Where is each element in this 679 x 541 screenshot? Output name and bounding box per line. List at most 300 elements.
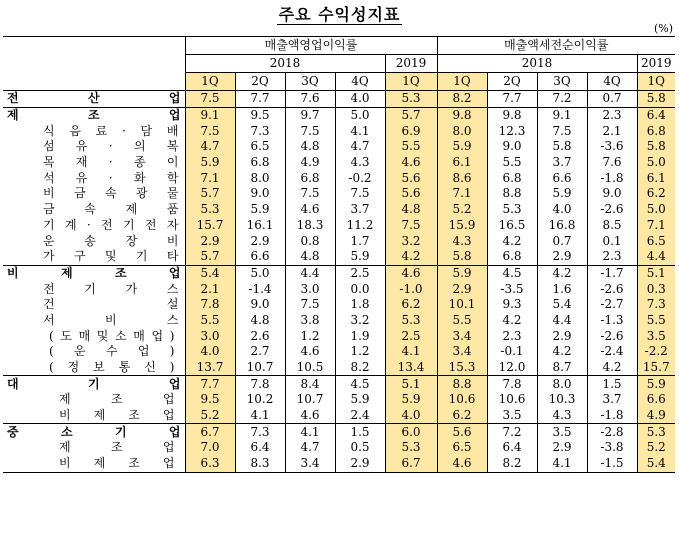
value-cell: 6.6 (537, 170, 587, 186)
value-cell: 2.1 (185, 281, 235, 297)
value-cell: 8.2 (487, 456, 537, 472)
row-label-text (3, 425, 185, 440)
value-cell: 2.9 (537, 328, 587, 344)
row-label (3, 297, 185, 313)
value-cell: 5.9 (185, 155, 235, 171)
value-cell: -1.7 (587, 265, 637, 281)
value-cell: 9.1 (185, 107, 235, 123)
row-label-char: 업 (168, 91, 181, 106)
value-cell: 2.9 (335, 456, 385, 472)
value-cell: 8.6 (437, 170, 487, 186)
row-label-char: 운 (74, 344, 86, 359)
row-label-text (3, 108, 185, 123)
row-label-char: 설 (166, 297, 179, 312)
row-label-char: 업 (162, 456, 175, 471)
value-cell: 1.7 (335, 233, 385, 249)
value-cell: -0.1 (487, 344, 537, 360)
row-label-char: 종 (133, 155, 146, 170)
value-cell: 5.2 (637, 440, 675, 456)
header-year-2018-a: 2018 (185, 55, 385, 73)
value-cell: 4.6 (437, 456, 487, 472)
value-cell: 1.8 (335, 297, 385, 313)
row-label (3, 344, 185, 360)
value-cell: 4.1 (385, 344, 437, 360)
header-quarter: 3Q (537, 73, 587, 91)
row-label (3, 218, 185, 234)
row-label-char: 금 (43, 202, 55, 217)
value-cell: 4.5 (487, 265, 537, 281)
value-cell: 7.6 (587, 155, 637, 171)
value-cell: 7.8 (235, 376, 285, 392)
value-cell: 8.5 (587, 218, 637, 234)
table-row (3, 139, 675, 155)
value-cell: 5.9 (385, 392, 437, 408)
table-row (3, 218, 675, 234)
value-cell: 16.8 (537, 218, 587, 234)
table-row (3, 155, 675, 171)
value-cell: -1.5 (587, 456, 637, 472)
row-label-char: ) (169, 360, 175, 375)
table-row (3, 408, 675, 424)
value-cell: 3.0 (285, 281, 335, 297)
value-cell: 5.7 (185, 186, 235, 202)
value-cell: 5.9 (637, 376, 675, 392)
value-cell: 5.9 (537, 186, 587, 202)
header-quarter: 3Q (285, 73, 335, 91)
row-label-char: 보 (93, 360, 105, 375)
row-label-char: 조 (128, 408, 140, 423)
value-cell: 12.3 (487, 123, 537, 139)
value-cell: 2.5 (335, 265, 385, 281)
value-cell: -3.5 (487, 281, 537, 297)
row-label-char: 기 (84, 281, 96, 296)
value-cell: 6.7 (185, 424, 235, 440)
value-cell: 3.5 (637, 328, 675, 344)
value-cell: 7.5 (537, 123, 587, 139)
value-cell: 4.2 (487, 233, 537, 249)
row-label-char: 매 (78, 328, 91, 343)
value-cell: 7.5 (385, 218, 437, 234)
value-cell: 4.8 (285, 249, 335, 265)
table-row (3, 249, 675, 265)
value-cell: 10.1 (437, 297, 487, 313)
value-cell: 2.6 (235, 328, 285, 344)
value-cell: 4.1 (285, 424, 335, 440)
row-label-char: 기 (43, 217, 55, 232)
row-label-char: 담 (140, 123, 153, 138)
row-label-char: ( (49, 360, 54, 375)
value-cell: 3.8 (285, 313, 335, 329)
value-cell: 5.9 (335, 392, 385, 408)
value-cell: 0.1 (587, 233, 637, 249)
row-label (3, 202, 185, 218)
value-cell: 4.2 (487, 313, 537, 329)
value-cell: 6.8 (235, 155, 285, 171)
row-label-char: 업 (162, 392, 175, 407)
row-label-char: 전 (43, 281, 55, 296)
value-cell: 10.2 (235, 392, 285, 408)
row-label-char: 비 (59, 456, 71, 471)
value-cell: 9.8 (487, 107, 537, 123)
row-label-char: 석 (43, 170, 55, 185)
row-label-char: · (108, 139, 113, 154)
value-cell: 8.0 (235, 170, 285, 186)
value-cell: 8.8 (437, 376, 487, 392)
value-cell: 7.1 (637, 218, 675, 234)
value-cell: 3.7 (335, 202, 385, 218)
row-label-char: · (108, 155, 113, 170)
value-cell: 6.6 (637, 392, 675, 408)
value-cell: 8.8 (487, 186, 537, 202)
value-cell: 4.6 (385, 155, 437, 171)
value-cell: 1.5 (587, 376, 637, 392)
table-row (3, 233, 675, 249)
row-label (3, 360, 185, 376)
value-cell: 4.6 (285, 408, 335, 424)
table-row (3, 170, 675, 186)
value-cell: 4.7 (285, 440, 335, 456)
table-row (3, 297, 675, 313)
row-label-char: ) (169, 344, 175, 359)
row-label-char: ( (49, 344, 54, 359)
row-label (3, 392, 185, 408)
value-cell: 8.4 (285, 376, 335, 392)
row-label-char: 광 (135, 186, 148, 201)
row-label-char: 조 (114, 265, 127, 280)
value-cell: 5.5 (185, 313, 235, 329)
row-label (3, 328, 185, 344)
row-label-text (3, 234, 185, 249)
value-cell: 5.3 (385, 440, 437, 456)
value-cell: 3.5 (487, 408, 537, 424)
row-label (3, 313, 185, 329)
header-quarter: 4Q (587, 73, 637, 91)
value-cell: 4.7 (335, 139, 385, 155)
value-cell: 9.8 (437, 107, 487, 123)
row-label-text (3, 392, 185, 407)
value-cell: 6.1 (637, 170, 675, 186)
value-cell: 3.0 (185, 328, 235, 344)
row-label-char: 업 (151, 328, 164, 343)
value-cell: 4.4 (537, 313, 587, 329)
row-label-text (3, 202, 185, 217)
row-label-char: 업 (162, 408, 175, 423)
value-cell: 5.4 (185, 265, 235, 281)
value-cell: 4.0 (185, 344, 235, 360)
value-cell: 5.7 (185, 249, 235, 265)
row-label-char: · (108, 170, 113, 185)
value-cell: 9.0 (235, 186, 285, 202)
row-label-char: 학 (166, 170, 179, 185)
value-cell: -2.6 (587, 281, 637, 297)
value-cell: 3.4 (437, 344, 487, 360)
value-cell: 6.5 (235, 139, 285, 155)
row-label-char: 료 (95, 123, 108, 138)
row-label-char: 가 (43, 249, 55, 264)
value-cell: 6.9 (385, 123, 437, 139)
row-label-text (3, 456, 185, 471)
value-cell: 2.7 (235, 344, 285, 360)
table-row (3, 424, 675, 440)
value-cell: 6.2 (637, 186, 675, 202)
value-cell: 4.2 (385, 249, 437, 265)
profitability-table (3, 36, 675, 473)
value-cell: 7.7 (487, 91, 537, 108)
row-label-char: 통 (118, 360, 131, 375)
value-cell: 6.7 (385, 456, 437, 472)
row-label-char: 및 (104, 249, 117, 264)
value-cell: 2.3 (587, 107, 637, 123)
value-cell: 9.5 (185, 392, 235, 408)
value-cell: 5.0 (235, 265, 285, 281)
row-label-char: 제 (59, 440, 71, 455)
value-cell: -3.8 (587, 440, 637, 456)
row-label-char: 타 (166, 249, 179, 264)
value-cell: 1.9 (335, 328, 385, 344)
row-label-char: 배 (166, 123, 179, 138)
value-cell: 7.3 (235, 424, 285, 440)
value-cell: 2.3 (487, 328, 537, 344)
row-label-char: 운 (43, 233, 55, 248)
value-cell: 4.2 (587, 360, 637, 376)
row-label-char: 소 (115, 328, 127, 343)
row-label-text (3, 329, 185, 344)
row-label-char: 및 (96, 328, 109, 343)
value-cell: 4.9 (637, 408, 675, 424)
header-quarter: 2Q (235, 73, 285, 91)
row-label-char: 조 (110, 392, 123, 407)
value-cell: 2.1 (587, 123, 637, 139)
value-cell: 5.3 (385, 91, 437, 108)
value-cell: 10.3 (537, 392, 587, 408)
row-label-char: 업 (168, 376, 181, 391)
row-label-char: 소 (60, 424, 73, 439)
value-cell: 15.7 (637, 360, 675, 376)
value-cell: 5.3 (637, 424, 675, 440)
value-cell: 5.9 (437, 139, 487, 155)
value-cell: 5.8 (437, 249, 487, 265)
row-label-text (3, 218, 185, 233)
row-label (3, 139, 185, 155)
header-quarter: 1Q (437, 73, 487, 91)
row-label-char: 제 (60, 265, 73, 280)
row-label (3, 155, 185, 171)
value-cell: 6.4 (637, 107, 675, 123)
header-year-2018-b: 2018 (437, 55, 637, 73)
value-cell: 15.9 (437, 218, 487, 234)
value-cell: 5.3 (487, 202, 537, 218)
value-cell: 4.4 (637, 249, 675, 265)
value-cell: 5.3 (385, 313, 437, 329)
row-label-char: 식 (43, 123, 55, 138)
row-label-char: ) (169, 328, 175, 343)
row-label-char: 기 (114, 424, 127, 439)
header-quarter: 1Q (385, 73, 437, 91)
row-label-char: 조 (110, 440, 123, 455)
row-label-char: 구 (73, 249, 86, 264)
value-cell: 10.5 (285, 360, 335, 376)
table-row (3, 328, 675, 344)
header-quarter: 2Q (487, 73, 537, 91)
value-cell: 4.1 (235, 408, 285, 424)
row-label-char: 건 (43, 297, 55, 312)
row-label (3, 107, 185, 123)
row-label-char: 재 (75, 155, 88, 170)
row-label-char: 이 (166, 155, 179, 170)
value-cell: 5.1 (637, 265, 675, 281)
row-label-char: 업 (168, 265, 181, 280)
value-cell: 7.8 (185, 297, 235, 313)
value-cell: 4.3 (335, 155, 385, 171)
value-cell: 6.2 (437, 408, 487, 424)
value-cell: 4.6 (285, 344, 335, 360)
value-cell: 16.1 (235, 218, 285, 234)
table-row (3, 360, 675, 376)
row-label-char: 업 (168, 108, 181, 123)
header-operating-margin: 매출액영업이익률 (185, 37, 437, 55)
table-row (3, 202, 675, 218)
row-label-char: 화 (133, 170, 146, 185)
value-cell: 5.9 (235, 202, 285, 218)
value-cell: 1.5 (335, 424, 385, 440)
header-quarter: 1Q (637, 73, 675, 91)
row-label-char: 음 (69, 123, 81, 138)
value-cell: 7.3 (235, 123, 285, 139)
table-row (3, 440, 675, 456)
row-label-char: 복 (166, 139, 179, 154)
row-label-text (3, 408, 185, 423)
row-label (3, 456, 185, 472)
row-label-char: 비 (43, 186, 55, 201)
row-label (3, 408, 185, 424)
value-cell: 7.5 (185, 123, 235, 139)
value-cell: 4.3 (437, 233, 487, 249)
value-cell: 6.8 (487, 249, 537, 265)
row-label-char: 계 (64, 217, 77, 232)
value-cell: 7.5 (285, 297, 335, 313)
value-cell: 0.8 (285, 233, 335, 249)
table-row (3, 392, 675, 408)
value-cell: 6.3 (185, 456, 235, 472)
row-label-char: 정 (67, 360, 80, 375)
value-cell: 10.6 (437, 392, 487, 408)
value-cell: -2.2 (637, 344, 675, 360)
value-cell: 7.5 (335, 186, 385, 202)
row-label-char: 비 (166, 233, 179, 248)
value-cell: 12.0 (487, 360, 537, 376)
row-label-text (3, 377, 185, 392)
row-label-char: 신 (144, 360, 156, 375)
row-label-text (3, 360, 185, 375)
value-cell: 7.3 (637, 297, 675, 313)
row-label-text (3, 124, 185, 139)
value-cell: 4.0 (537, 202, 587, 218)
value-cell: 6.8 (637, 123, 675, 139)
value-cell: 2.9 (537, 249, 587, 265)
value-cell: 18.3 (285, 218, 335, 234)
value-cell: 4.8 (385, 202, 437, 218)
value-cell: 9.0 (235, 297, 285, 313)
value-cell: 4.1 (335, 123, 385, 139)
row-label-char: 도 (60, 328, 72, 343)
row-label-char: 대 (7, 376, 19, 391)
row-label-char: 비 (59, 408, 71, 423)
value-cell: 1.6 (537, 281, 587, 297)
value-cell: 4.3 (537, 408, 587, 424)
value-cell: 2.9 (235, 233, 285, 249)
row-label-char: · (86, 217, 91, 232)
value-cell: 10.7 (285, 392, 335, 408)
value-cell: 6.8 (487, 170, 537, 186)
value-cell: 15.3 (437, 360, 487, 376)
value-cell: 8.0 (537, 376, 587, 392)
value-cell: 5.6 (385, 186, 437, 202)
value-cell: 2.5 (385, 328, 437, 344)
value-cell: 8.2 (437, 91, 487, 108)
row-label-char: · (121, 123, 126, 138)
value-cell: 3.2 (335, 313, 385, 329)
row-label-char: 전 (7, 91, 19, 106)
value-cell: 4.8 (285, 139, 335, 155)
row-label-char: 유 (75, 170, 88, 185)
value-cell: 4.0 (385, 408, 437, 424)
value-cell: -2.7 (587, 297, 637, 313)
value-cell: 6.6 (235, 249, 285, 265)
value-cell: 7.1 (185, 170, 235, 186)
value-cell: 8.3 (235, 456, 285, 472)
row-label-char: ( (49, 328, 54, 343)
row-label-char: 기 (87, 376, 100, 391)
row-label-char: 섬 (43, 139, 55, 154)
value-cell: 5.2 (437, 202, 487, 218)
value-cell: 4.9 (285, 155, 335, 171)
value-cell: 5.0 (637, 155, 675, 171)
row-label-char: 스 (166, 281, 179, 296)
row-label-char: 송 (84, 233, 96, 248)
value-cell: 4.8 (235, 313, 285, 329)
value-cell: 5.5 (437, 313, 487, 329)
row-label-char: 속 (104, 186, 117, 201)
row-label-text (3, 297, 185, 312)
value-cell: 5.7 (385, 107, 437, 123)
value-cell: 6.2 (385, 297, 437, 313)
row-label-char: 기 (135, 249, 148, 264)
value-cell: 6.1 (437, 155, 487, 171)
value-cell: 10.6 (487, 392, 537, 408)
value-cell: 3.2 (385, 233, 437, 249)
value-cell: 7.6 (285, 91, 335, 108)
value-cell: 3.5 (537, 424, 587, 440)
value-cell: 5.4 (537, 297, 587, 313)
value-cell: 6.4 (235, 440, 285, 456)
row-label-char: 수 (105, 344, 118, 359)
value-cell: 15.7 (185, 218, 235, 234)
table-row (3, 186, 675, 202)
value-cell: 13.7 (185, 360, 235, 376)
value-cell: 9.0 (587, 186, 637, 202)
row-label-char: 제 (59, 392, 71, 407)
value-cell: 5.2 (185, 408, 235, 424)
value-cell: 6.5 (437, 440, 487, 456)
value-cell: 3.4 (437, 328, 487, 344)
value-cell: 7.8 (487, 376, 537, 392)
row-label-char: 가 (125, 281, 138, 296)
value-cell: 3.7 (537, 155, 587, 171)
value-cell: 7.7 (185, 376, 235, 392)
value-cell: -1.8 (587, 408, 637, 424)
unit-label: (%) (653, 22, 673, 35)
value-cell: 2.3 (587, 249, 637, 265)
